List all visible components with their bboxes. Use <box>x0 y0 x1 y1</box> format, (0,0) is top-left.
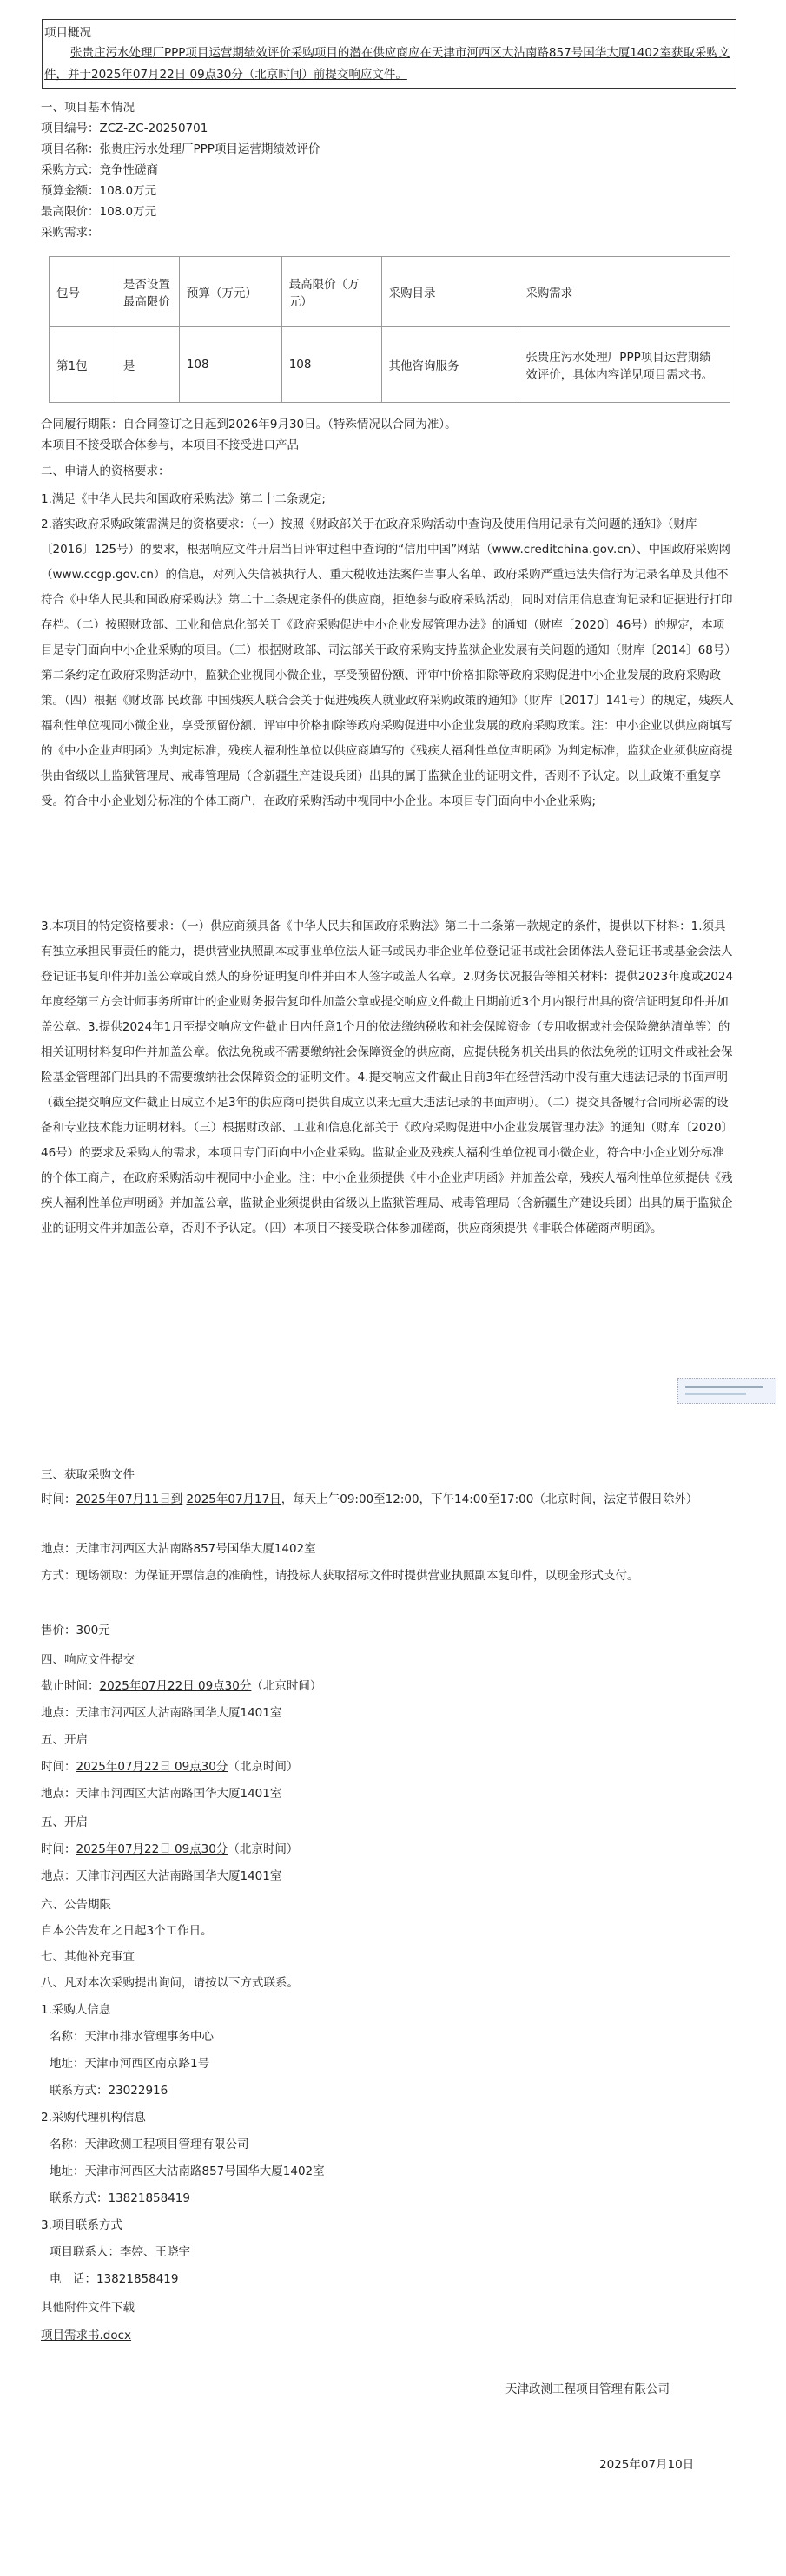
inline-image-placeholder <box>677 1378 776 1404</box>
contract-period: 合同履行期限：自合同签订之日起到2026年9月30日。（特殊情况以合同为准）。 <box>41 418 457 432</box>
procurement-method: 采购方式：竞争性磋商 <box>41 163 158 177</box>
project-code: 项目编号：ZCZ-ZC-20250701 <box>41 122 208 135</box>
purchaser-phone: 联系方式：23022916 <box>50 2084 168 2098</box>
project-phone: 电 话：13821858419 <box>50 2272 179 2286</box>
basic-heading: 一、项目基本情况 <box>41 101 135 115</box>
overview-title: 项目概况 <box>44 26 91 40</box>
project-name: 项目名称：张贵庄污水处理厂PPP项目运营期绩效评价 <box>41 142 320 156</box>
opening-time: 时间：2025年07月22日 09点30分（北京时间） <box>41 1760 299 1774</box>
project-person: 项目联系人：李婷、王晓宇 <box>50 2245 190 2259</box>
other-heading: 七、其他补充事宜 <box>41 1950 135 1964</box>
opening2-place: 地点：天津市河西区大沽南路国华大厦1401室 <box>41 1869 282 1883</box>
signature-date: 2025年07月10日 <box>599 2458 695 2472</box>
cell-has-max: 是 <box>116 327 179 403</box>
cell-demand: 张贵庄污水处理厂PPP项目运营期绩效评价，具体内容详见项目需求书。 <box>518 327 730 403</box>
submit-heading: 四、响应文件提交 <box>41 1653 135 1667</box>
opening-place: 地点：天津市河西区大沽南路国华大厦1401室 <box>41 1787 282 1801</box>
opening2-heading: 五、开启 <box>41 1815 88 1829</box>
qualification-heading: 二、申请人的资格要求： <box>41 464 170 478</box>
obtain-way: 方式：现场领取：为保证开票信息的准确性，请投标人获取招标文件时提供营业执照副本复印件，以现金形式支付。 <box>41 1569 639 1583</box>
purchaser-heading: 1.采购人信息 <box>41 2003 111 2017</box>
obtain-place: 地点：天津市河西区大沽南路857号国华大厦1402室 <box>41 1542 316 1556</box>
notice-text: 自本公告发布之日起3个工作日。 <box>41 1924 213 1938</box>
obtain-time: 时间：2025年07月11日到 2025年07月17日，每天上午09:00至12:00，下午14:00至17:00（北京时间，法定节假日除外） <box>41 1492 698 1506</box>
demand-label: 采购需求： <box>41 226 100 240</box>
consortium-note: 本项目不接受联合体参与，本项目不接受进口产品 <box>41 438 299 452</box>
attachments-label: 其他附件文件下载 <box>41 2301 135 2315</box>
contact-heading: 八、凡对本次采购提出询问，请按以下方式联系。 <box>41 1976 299 1990</box>
agent-heading: 2.采购代理机构信息 <box>41 2111 146 2125</box>
col-header-package: 包号 <box>50 257 116 327</box>
table-header-row <box>50 257 730 327</box>
notice-heading: 六、公告期限 <box>41 1898 111 1912</box>
submit-deadline: 截止时间：2025年07月22日 09点30分（北京时间） <box>41 1679 322 1693</box>
agent-name: 名称：天津政测工程项目管理有限公司 <box>50 2138 249 2151</box>
col-header-catalog: 采购目录 <box>381 257 518 327</box>
overview-text: 张贵庄污水处理厂PPP项目运营期绩效评价采购项目的潜在供应商应在天津市河西区大沽南路857号国华大厦1402室获取采购文件，并于2025年07月22日 09点30分（北京时间）前提交响应文件。 <box>44 46 730 82</box>
col-header-max-price: 最高限价（万元） <box>281 257 381 327</box>
submit-place: 地点：天津市河西区大沽南路国华大厦1401室 <box>41 1706 282 1720</box>
purchaser-address: 地址：天津市河西区南京路1号 <box>50 2057 210 2071</box>
col-header-demand: 采购需求 <box>518 257 730 327</box>
cell-budget: 108 <box>179 327 281 403</box>
opening-heading: 五、开启 <box>41 1733 88 1747</box>
agent-phone: 联系方式：13821858419 <box>50 2191 190 2205</box>
cell-catalog: 其他咨询服务 <box>381 327 518 403</box>
col-header-has-max: 是否设置最高限价 <box>116 257 179 327</box>
qualification-2: 2.落实政府采购政策需满足的资格要求：（一）按照《财政部关于在政府采购活动中查询及使用信用记录有关问题的通知》（财库〔2016〕125号）的要求，根据响应文件开启当日评审过程中查询的“信用中国”网站（www.creditchina.gov.cn）、中国政府采购网（www.ccgp.gov.cn）的信息，对列入失信被执行人、重大税收违法案件当事人名单、政府采购严重违法失信行为记录名单及其他不符合《中华人民共和国政府采购法》第二十二条规定条件的供应商，拒绝参与政府采购活动，同时对信用信息查询记录和证据进行打印存档。（二）按照财政部、工业和信息化部关于《政府采购促进中小企业发展管理办法》的通知（财库〔2020〕46号）的规定，本项目是专门面向中小企业采购的项目。（三）根据财政部、司法部关于政府采购支持监狱企业发展有关问题的通知（财库〔2014〕68号）第二条约定在政府采购活动中，监狱企业视同小微企业，享受预留份额、评审中价格扣除等政府采购促进中小企业发展的政府采购政策。（四）根据《财政部 民政部 中国残疾人联合会关于促进残疾人就业政府采购政策的通知》（财库〔2017〕141号）的规定，残疾人福利性单位视同小微企业，享受预留份额、评审中价格扣除等政府采购促进中小企业发展的政府采购政策。注：中小企业以供应商填写的《中小企业声明函》为判定标准，残疾人福利性单位以供应商填写的《残疾人福利性单位声明函》为判定标准，监狱企业须供应商提供由省级以上监狱管理局、戒毒管理局（含新疆生产建设兵团）出具的属于监狱企业的证明文件，否则不予认定。以上政策不重复享受。符合中小企业划分标准的个体工商户，在政府采购活动中视同中小企业。本项目专门面向中小企业采购; <box>41 517 734 808</box>
cell-max-price: 108 <box>281 327 381 403</box>
max-price: 最高限价：108.0万元 <box>41 205 157 219</box>
qualification-3: 3.本项目的特定资格要求：（一）供应商须具备《中华人民共和国政府采购法》第二十二条第一款规定的条件，提供以下材料：1.须具有独立承担民事责任的能力，提供营业执照副本或事业单位法人证书或民办非企业单位登记证书或社会团体法人登记证书或基金会法人登记证书复印件并加盖公章或自然人的身份证明复印件并由本人签字或盖人名章。2.财务状况报告等相关材料：提供2023年度或2024年度经第三方会计师事务所审计的企业财务报告复印件加盖公章或提交响应文件截止日期前近3个月内银行出具的资信证明复印件并加盖公章。3.提供2024年1月至提交响应文件截止日内任意1个月的依法缴纳税收和社会保障资金（专用收据或社会保险缴纳清单等）的相关证明材料复印件并加盖公章。依法免税或不需要缴纳社会保障资金的供应商，应提供税务机关出具的依法免税的证明文件或社会保险基金管理部门出具的不需要缴纳社会保障资金的证明文件。4.提交响应文件截止日前3年在经营活动中没有重大违法记录的书面声明（截至提交响应文件截止日成立不足3年的供应商可提供自成立以来无重大违法记录的书面声明）。（二）提交具备履行合同所必需的设备和专业技术能力证明材料。（三）根据财政部、工业和信息化部关于《政府采购促进中小企业发展管理办法》的通知（财库〔2020〕46号）的要求及采购人的需求，本项目专门面向中小企业采购。监狱企业及残疾人福利性单位视同小微企业，符合中小企业划分标准的个体工商户，在政府采购活动中视同中小企业。注：中小企业须提供《中小企业声明函》并加盖公章，残疾人福利性单位须提供《残疾人福利性单位声明函》并加盖公章，监狱企业须提供由省级以上监狱管理局、戒毒管理局（含新疆生产建设兵团）出具的属于监狱企业的证明文件并加盖公章，否则不予认定。（四）本项目不接受联合体参加磋商，供应商须提供《非联合体磋商声明函》。 <box>41 919 734 1235</box>
cell-package: 第1包 <box>50 327 116 403</box>
obtain-price: 售价：300元 <box>41 1624 110 1637</box>
project-contact-heading: 3.项目联系方式 <box>41 2218 122 2232</box>
requirements-table <box>49 256 730 403</box>
attachment-file-link[interactable]: 项目需求书.docx <box>41 2329 132 2342</box>
signature-org: 天津政测工程项目管理有限公司 <box>505 2382 670 2396</box>
qualification-1: 1.满足《中华人民共和国政府采购法》第二十二条规定; <box>41 492 326 506</box>
attachment-link-wrap <box>41 2325 131 2342</box>
purchaser-name: 名称：天津市排水管理事务中心 <box>50 2030 214 2044</box>
project-overview-box <box>42 19 736 89</box>
table-row <box>50 327 730 403</box>
opening2-time: 时间：2025年07月22日 09点30分（北京时间） <box>41 1842 299 1856</box>
col-header-budget: 预算（万元） <box>179 257 281 327</box>
budget-amount: 预算金额：108.0万元 <box>41 184 157 198</box>
agent-address: 地址：天津市河西区大沽南路857号国华大厦1402室 <box>50 2164 325 2178</box>
obtain-heading: 三、获取采购文件 <box>41 1468 135 1482</box>
